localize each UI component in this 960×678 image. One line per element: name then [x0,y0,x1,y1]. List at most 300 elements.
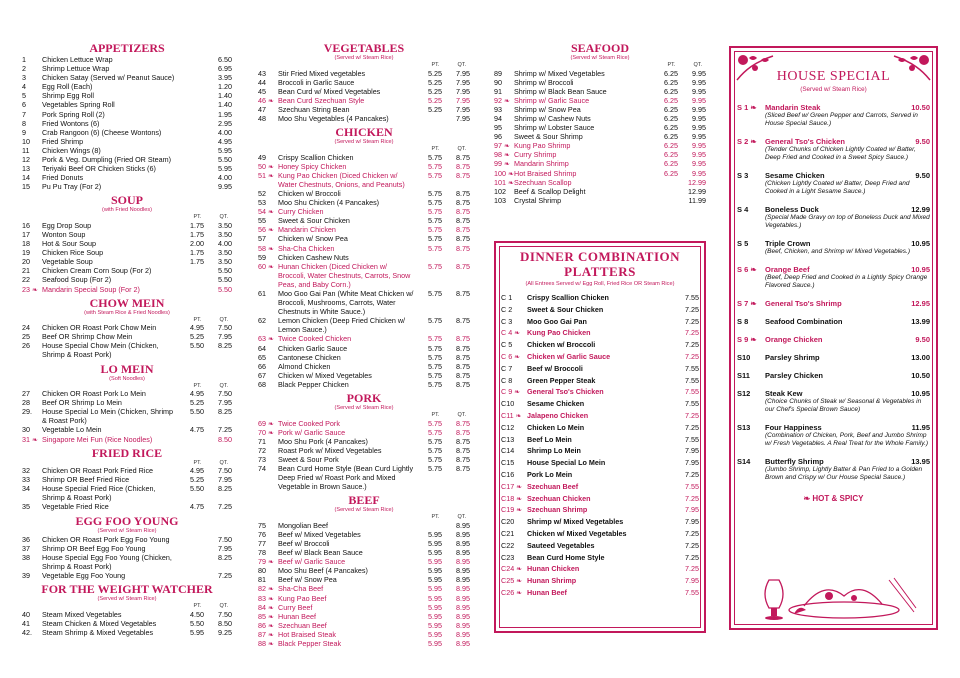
combo-price: 7.55 [685,363,699,373]
menu-item [258,289,470,316]
menu-item [22,275,232,284]
item-name: Beef & Scallop Delight [514,186,586,196]
item-name: Szechuan Beef [278,620,327,630]
item-name: Mandarin Chicken [278,225,336,235]
item-price-pint: 2.00 [190,239,204,249]
item-price-pint: 5.95 [428,566,442,576]
menu-item [22,425,232,434]
menu-item [258,428,470,437]
item-price-quart: 8.75 [456,418,470,428]
item-price-pint: 5.95 [428,575,442,585]
section-subtitle: (Soft Noodles) [109,375,145,382]
item-number: 14 [22,173,30,183]
house-item-number: S 6 ❧ [737,265,757,274]
item-number: 101 ❧ [494,177,515,187]
house-item-price: 13.99 [911,317,930,326]
item-number: 64 [258,343,266,353]
section-title: LO MEIN [100,361,154,376]
item-number: 72 [258,445,266,455]
item-price-pint: 5.75 [428,454,442,464]
combo-number: C 6 ❧ [501,351,521,361]
item-number: 85 ❧ [258,611,275,621]
menu-item [494,159,706,168]
item-name: Vegetable Fried Rice [42,502,109,512]
menu-item [258,189,470,198]
qt-header: QT. [457,514,466,521]
menu-item [258,316,470,334]
item-number: 47 [258,104,266,114]
menu-item [22,230,232,239]
item-name: Moo Shu Beef (4 Pancakes) [278,566,368,576]
menu-item [22,82,232,91]
menu-item [258,539,470,548]
section-title: PORK [346,391,382,405]
pt-header: PT. [193,382,202,389]
item-name: Shrimp w/ Snow Pea [514,104,581,114]
menu-item [22,466,232,475]
item-name: Curry Beef [278,602,313,612]
item-number: 48 [258,113,266,123]
combo-price: 7.25 [685,316,699,326]
qt-header: QT. [457,146,466,153]
item-number: 59 [258,252,266,262]
item-price-quart: 9.95 [692,150,706,160]
item-name: Chicken Wings (8) [42,145,101,155]
menu-item [22,91,232,100]
menu-item [494,69,706,78]
combo-price: 7.95 [685,505,699,515]
item-number: 19 [22,248,30,258]
house-item-price: 10.95 [911,239,930,248]
item-number: 68 [258,379,266,389]
house-item-number: S 7 ❧ [737,299,757,308]
item-number: 84 ❧ [258,602,275,612]
item-price-quart: 8.50 [218,434,232,444]
menu-item [258,530,470,539]
item-number: 55 [258,216,266,226]
combo-price: 7.25 [685,410,699,420]
item-number: 9 [22,127,26,137]
item-price-quart: 6.95 [218,64,232,74]
menu-item [258,216,470,225]
combo-name: Pork Lo Mein [527,469,573,479]
item-price-quart: 8.75 [456,261,470,271]
house-item-price: 12.99 [911,205,930,214]
item-price-quart: 8.75 [456,427,470,437]
section-title: CHICKEN [335,125,393,140]
item-price-quart: 1.20 [218,82,232,92]
menu-item [22,73,232,82]
menu-item [258,455,470,464]
item-number: 100 ❧ [494,168,515,178]
item-name: Crab Rangoon (6) (Cheese Wontons) [42,127,162,137]
item-price-quart: 9.95 [692,104,706,114]
item-price-pint: 5.75 [428,370,442,380]
menu-item [22,323,232,332]
menu-item [22,407,232,425]
item-price-pint: 6.25 [664,123,678,133]
item-name: Vegetable Lo Mein [42,425,102,435]
item-price-pint: 5.95 [190,627,204,637]
combo-number: C 8 [501,375,513,385]
item-number: 69 ❧ [258,418,275,428]
house-item-name: Steak Kew [765,389,803,398]
item-price-pint: 5.25 [190,475,204,485]
item-price-quart: 8.75 [456,152,470,162]
item-name: Beef w/ Snow Pea [278,575,337,585]
combo-item [501,327,699,339]
item-price-pint: 5.75 [428,288,442,298]
item-price-pint: 5.95 [428,593,442,603]
combo-item [501,445,699,457]
item-price-quart: 7.95 [456,77,470,87]
item-price-quart: 7.95 [456,68,470,78]
combo-name: Chicken Lo Mein [527,422,585,432]
item-number: 49 [258,152,266,162]
item-price-pint: 4.75 [190,425,204,435]
item-price-quart: 4.00 [218,239,232,249]
house-item-row [737,457,930,466]
item-price-pint: 5.75 [428,207,442,217]
house-item-row [737,171,930,180]
combo-title: DINNER COMBINATION PLATTERS [519,249,681,279]
item-price-quart: 7.95 [456,86,470,96]
item-number: 86 ❧ [258,620,275,630]
house-item-price: 10.95 [911,265,930,274]
item-price-pint: 5.75 [428,170,442,180]
item-name: Stir Fried Mixed vegetables [278,68,366,78]
item-name: Egg Drop Soup [42,220,92,230]
menu-item [22,146,232,155]
menu-item [258,548,470,557]
combo-number: C18 ❧ [501,493,523,503]
combo-list [501,292,699,599]
combo-price: 7.25 [685,351,699,361]
menu-item [258,594,470,603]
item-price-pint: 4.75 [190,502,204,512]
combo-item [501,351,699,363]
menu-item [258,78,470,87]
house-item-number: S 3 [737,171,749,180]
item-name: Pork & Veg. Dumpling (Fried OR Steam) [42,155,172,165]
item-price-quart: 8.95 [456,529,470,539]
house-item-description: (Choice Chunks of Steak w/ Seasonal & Vegetables in our Chef's Special Brown Sauce) [765,398,922,413]
combo-name: Szechuan Chicken [527,493,591,503]
item-name: Broccoli in Garlic Sauce [278,77,355,87]
item-name: Steam Chicken & Mixed Vegetables [42,618,157,628]
house-item-price: 10.50 [911,103,930,112]
item-name: Moo Shu Pork (4 Pancakes) [278,436,368,446]
item-name: House Special Egg Foo Young (Chicken, Shrimp & Roast Pork) [42,552,172,571]
house-item-name: Triple Crown [765,239,811,248]
menu-item [258,371,470,380]
item-price-pint: 5.75 [428,334,442,344]
section-title: APPETIZERS [89,41,165,55]
item-number: 12 [22,155,30,165]
house-item-number: S13 [737,423,751,432]
combo-name: Crispy Scallion Chicken [527,293,609,302]
menu-section-lo-mein [22,363,232,444]
menu-item [258,362,470,371]
section-subtitle: (with Steam Rice & Fried Noodles) [84,309,170,316]
item-price-pint: 5.25 [428,86,442,96]
item-number: 78 [258,548,266,558]
item-price-pint: 5.75 [428,316,442,326]
item-price-quart: 8.75 [456,161,470,171]
combo-price: 7.55 [685,434,699,444]
combo-name: Bean Curd Home Style [527,552,605,562]
item-number: 3 [22,73,26,83]
combo-name: Jalapeno Chicken [527,410,589,420]
hot-spicy-legend: ❧ HOT & SPICY [803,494,864,503]
item-price-quart: 8.95 [456,548,470,558]
house-item-number: S 5 [737,239,749,248]
combo-number: C23 [501,552,515,562]
item-price-quart: 8.75 [456,343,470,353]
item-number: 11 [22,145,30,155]
item-price-pint: 5.50 [190,618,204,628]
item-number: 95 [494,123,502,133]
item-number: 93 [494,104,502,114]
combo-name: House Special Lo Mein [527,458,606,468]
item-price-pint: 5.75 [428,216,442,226]
item-number: 20 [22,257,30,267]
item-price-pint: 5.75 [428,445,442,455]
item-price-quart: 8.75 [456,454,470,464]
item-price-pint: 5.75 [428,225,442,235]
menu-item [22,182,232,191]
combo-name: Hunan Shrimp [527,576,577,586]
item-name: Sweet & Sour Pork [278,454,339,464]
house-item-price: 9.50 [915,335,930,344]
menu-item [258,153,470,162]
combo-name: Szechuan Beef [527,481,579,491]
item-name: Steam Shrimp & Mixed Vegetables [42,627,154,637]
item-price-quart: 1.40 [218,91,232,101]
combo-item [501,493,699,505]
house-item-name: General Tso's Shrimp [765,299,842,308]
combo-name: Beef Lo Mein [527,434,572,444]
house-item-row [737,205,930,214]
item-price-quart: 9.95 [692,86,706,96]
combo-item [501,316,699,328]
house-item-price: 9.50 [915,137,930,146]
menu-item [22,266,232,275]
item-name: Almond Chicken [278,361,331,371]
house-item-name: Orange Chicken [765,335,823,344]
item-price-quart: 7.95 [456,113,470,123]
item-name: Shrimp OR Beef Egg Foo Young [42,543,146,553]
item-price-pint: 5.50 [190,341,204,351]
item-price-quart: 4.00 [218,173,232,183]
menu-item [258,437,470,446]
item-price-quart: 9.95 [692,141,706,151]
menu-item [494,150,706,159]
item-number: 53 [258,198,266,208]
menu-item [494,141,706,150]
item-name: Honey Spicy Chicken [278,161,347,171]
menu-item [22,544,232,553]
item-number: 97 ❧ [494,141,511,151]
item-price-quart: 9.95 [218,182,232,192]
item-number: 22 [22,275,30,285]
item-number: 26 [22,341,30,351]
item-price-quart: 8.75 [456,352,470,362]
house-item-name: Sesame Chicken [765,171,825,180]
item-name: Chicken Cashew Nuts [278,252,349,262]
menu-item [258,446,470,455]
menu-item [258,96,470,105]
menu-item [494,114,706,123]
house-item-row [737,371,930,380]
item-price-quart: 8.75 [456,207,470,217]
combo-name: Kung Pao Chicken [527,328,591,338]
menu-item [22,535,232,544]
item-price-quart: 8.25 [218,552,232,562]
house-item-number: S 4 [737,205,749,214]
item-price-quart: 7.25 [218,570,232,580]
item-price-quart: 8.50 [218,618,232,628]
house-item-name: Boneless Duck [765,205,819,214]
menu-item [258,105,470,114]
house-item-price: 13.95 [911,457,930,466]
house-special-item [737,205,930,230]
item-number: 15 [22,182,30,192]
item-price-quart: 4.95 [218,136,232,146]
item-number: 54 ❧ [258,207,275,217]
menu-item [22,435,232,444]
menu-item [22,610,232,619]
combo-price: 7.25 [685,340,699,350]
house-special-title: HOUSE SPECIAL [776,69,891,84]
combo-number: C 5 [501,340,513,350]
house-item-row [737,335,930,344]
house-special-item [737,423,930,448]
item-price-quart: 7.95 [218,543,232,553]
menu-item [22,341,232,359]
item-number: 37 [22,543,30,553]
combo-name: General Tso's Chicken [527,387,604,397]
item-name: Crystal Shrimp [514,195,562,205]
combo-item [501,469,699,481]
item-name: Kung Pao Chicken (Diced Chicken w/ Water Chestnuts, Onions, and Peanuts) [278,170,405,189]
menu-item [258,603,470,612]
item-price-quart: 9.25 [218,627,232,637]
item-number: 38 [22,552,30,562]
house-item-number: S 2 ❧ [737,137,757,146]
item-price-quart: 7.95 [456,95,470,105]
item-price-pint: 5.75 [428,379,442,389]
item-name: Vegetables Spring Roll [42,100,115,110]
menu-item [258,69,470,78]
item-price-pint: 5.75 [428,361,442,371]
item-price-pint: 5.50 [190,484,204,494]
qt-header: QT. [219,214,228,221]
item-price-quart: 8.75 [456,243,470,253]
item-price-pint: 5.50 [190,407,204,417]
section-title: SEAFOOD [570,41,629,55]
item-price-quart: 7.95 [218,332,232,342]
house-special-panel [729,46,938,630]
combo-item [501,410,699,422]
floral-ornament-icon [735,52,775,82]
item-number: 40 [22,609,30,619]
item-price-pint: 5.95 [428,638,442,648]
menu-column-3 [494,40,706,208]
item-name: Sweet & Sour Chicken [278,216,350,226]
item-number: 8 [22,118,26,128]
item-name: Fried Shrimp [42,136,84,146]
house-item-price: 13.00 [911,353,930,362]
combo-item [501,398,699,410]
qt-header: QT. [219,316,228,323]
combo-number: C26 ❧ [501,587,523,597]
combo-number: C13 [501,434,515,444]
combo-item [501,516,699,528]
item-price-pint: 5.25 [190,398,204,408]
item-price-quart: 3.95 [218,73,232,83]
item-name: Egg Roll (Each) [42,82,93,92]
item-name: Beef w/ Garlic Sauce [278,557,346,567]
section-subtitle: (Served w/ Steam Rice) [97,596,157,603]
house-item-price: 11.95 [911,423,930,432]
item-name: Sweet & Sour Shrimp [514,132,583,142]
item-number: 71 [258,436,266,446]
menu-item [494,187,706,196]
item-price-quart: 3.50 [218,230,232,239]
item-number: 21 [22,266,30,276]
item-name: Chicken w/ Snow Pea [278,234,348,244]
item-price-pint: 5.25 [190,332,204,342]
item-number: 41 [22,618,30,628]
item-number: 31 ❧ [22,434,39,444]
item-price-pint: 6.25 [664,168,678,178]
item-name: Chicken Satay (Served w/ Peanut Sauce) [42,73,175,83]
item-name: Chicken OR Roast Pork Fried Rice [42,466,154,476]
house-special-item [737,171,930,196]
combo-item [501,575,699,587]
item-name: Szechuan Scallop [514,177,572,187]
item-name: Beef w/ Mixed Vegetables [278,529,361,539]
item-price-quart: 7.25 [218,425,232,435]
combo-item [501,540,699,552]
item-number: 61 [258,288,266,298]
item-name: Crispy Scallion Chicken [278,152,354,162]
item-price-quart: 8.95 [456,602,470,612]
item-price-pint: 5.95 [428,620,442,630]
house-item-row [737,103,930,112]
menu-item [258,198,470,207]
item-name: Chicken Cream Corn Soup (For 2) [42,266,152,276]
item-name: Pork Spring Roll (2) [42,109,105,119]
combo-price: 7.25 [685,540,699,550]
item-price-quart: 7.50 [218,534,232,544]
combo-name: Sesame Chicken [527,399,585,409]
house-item-number: S14 [737,457,751,466]
house-special-item [737,239,930,256]
menu-item [258,225,470,234]
combo-number: C 1 [501,293,513,302]
item-number: 57 [258,234,266,244]
item-name: Shrimp w/ Mixed Vegetables [514,68,605,78]
house-item-name: Parsley Shrimp [765,353,820,362]
item-name: Moo Shu Vegetables (4 Pancakes) [278,113,389,123]
item-price-pint: 5.95 [428,557,442,567]
item-price-quart: 8.75 [456,436,470,446]
combo-number: C17 ❧ [501,481,523,491]
combo-item [501,375,699,387]
section-title: FOR THE WEIGHT WATCHER [41,582,213,597]
